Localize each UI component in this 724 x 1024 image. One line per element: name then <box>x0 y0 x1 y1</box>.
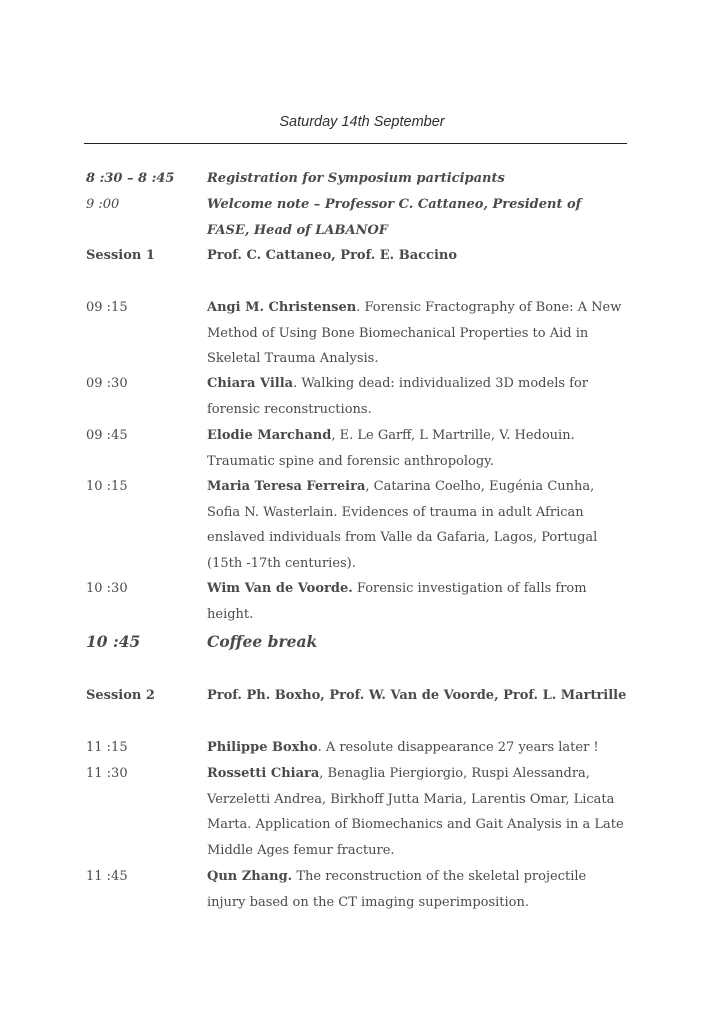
break-label: Coffee break <box>207 632 318 651</box>
speaker-name: Chiara Villa <box>207 376 294 391</box>
time-slot: 09 :30 <box>86 376 128 391</box>
talk-title: . Walking dead: individualized 3D models for forensic reconstructions. <box>207 376 589 417</box>
talk-title: , Catarina Coelho, Eugénia Cunha, Sofia N. Wasterlain. Evidences of trauma in adult African enslaved individuals from Valle da Gafaria, Lagos, Portugal (15th -17th centuries). <box>207 479 598 572</box>
time-slot: 10 :15 <box>86 479 128 494</box>
time-slot: 11 :15 <box>86 740 128 755</box>
speaker-name: Elodie Marchand <box>207 428 332 443</box>
speaker-name: Qun Zhang. <box>207 869 293 884</box>
talk-title: . Forensic Fractography of Bone: A New Method of Using Bone Biomechanical Properties to Aid in Skeletal Trauma Analysis. <box>207 300 622 367</box>
time-slot: 8 :30 – 8 :45 <box>86 171 175 186</box>
time-slot: 09 :15 <box>86 300 128 315</box>
talk-description <box>207 371 627 422</box>
talk-title: Forensic investigation of falls from height. <box>207 581 587 622</box>
talk-description <box>207 864 627 915</box>
talk-description <box>207 295 627 372</box>
time-slot: 11 :30 <box>86 766 128 781</box>
talk-title: The reconstruction of the skeletal projectile injury based on the CT imaging superimposition. <box>207 869 587 910</box>
talk-description <box>207 761 627 864</box>
session-label: Session 2 <box>86 688 155 703</box>
talk-title: . A resolute disappearance 27 years later ! <box>317 740 599 755</box>
event-description: Welcome note – Professor C. Cattaneo, President of FASE, Head of LABANOF <box>207 197 582 238</box>
talk-description <box>207 423 627 474</box>
speaker-name: Philippe Boxho <box>207 740 318 755</box>
title-divider <box>84 143 627 144</box>
talk-description <box>207 576 627 627</box>
page-title: Saturday 14th September <box>279 114 445 130</box>
time-slot: 09 :45 <box>86 428 128 443</box>
time-slot: 10 :30 <box>86 581 128 596</box>
talk-description <box>207 735 627 761</box>
speaker-name: Angi M. Christensen <box>207 300 357 315</box>
session-chairs: Prof. Ph. Boxho, Prof. W. Van de Voorde, Prof. L. Martrille <box>207 688 627 703</box>
time-slot: 9 :00 <box>86 197 120 212</box>
talk-description <box>207 474 627 577</box>
speaker-name: Wim Van de Voorde. <box>207 581 353 596</box>
time-slot: 11 :45 <box>86 869 128 884</box>
speaker-name: Maria Teresa Ferreira <box>207 479 366 494</box>
session-label: Session 1 <box>86 248 155 263</box>
talk-title: , E. Le Garff, L Martrille, V. Hedouin. Traumatic spine and forensic anthropology. <box>207 428 575 469</box>
time-slot: 10 :45 <box>86 632 141 651</box>
talk-title: , Benaglia Piergiorgio, Ruspi Alessandra, Verzeletti Andrea, Birkhoff Jutta Maria, Larentis Omar, Licata Marta. Application of Biomechanics and Gait Analysis in a Late Middle Ages femur fracture. <box>207 766 624 859</box>
speaker-name: Rossetti Chiara <box>207 766 320 781</box>
session-chairs: Prof. C. Cattaneo, Prof. E. Baccino <box>207 248 458 263</box>
event-description: Registration for Symposium participants <box>207 171 505 186</box>
